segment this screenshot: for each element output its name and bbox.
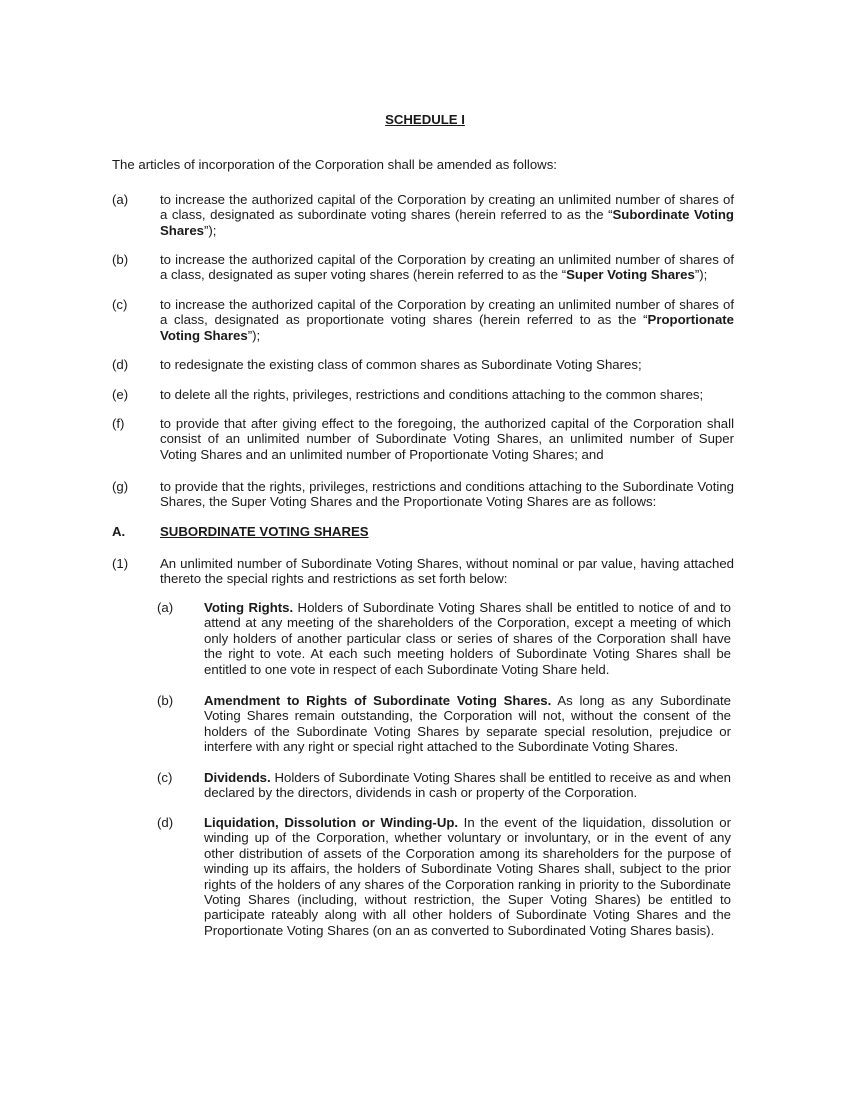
amendment-a [112, 192, 734, 238]
defined-term: Super Voting Shares [566, 267, 695, 283]
item-text: Liquidation, Dissolution or Winding-Up. In the event of the liquidation, dissolution or winding up of the Corporation, whether voluntary or involuntary, or in the event of any other distribution of assets of the Corporation among its shareholders for the purpose of winding up its affairs, the holders of Subordinate Voting Shares shall, subject to the prior rights of the holders of any shares of the Corporation ranking in priority to the Subordinate Voting Shares (including, without restriction, the Super Voting Shares) be entitled to participate rateably along with all other holders of Subordinate Voting Shares and the Proportionate Voting Shares (on an as converted to Subordinated Voting Shares basis). [204, 815, 731, 938]
sub-item-c [157, 770, 731, 801]
section-label: A. [112, 524, 126, 539]
item-text: Dividends. Holders of Subordinate Voting Shares shall be entitled to receive as and when declared by the directors, dividends in cash or property of the Corporation. [204, 770, 731, 801]
item-text: to provide that the rights, privileges, restrictions and conditions attaching to the Subordinate Voting Shares, the Super Voting Shares and the Proportionate Voting Shares are as follows: [160, 479, 734, 510]
sub-heading: Liquidation, Dissolution or Winding-Up. [204, 815, 459, 830]
amendment-b [112, 252, 734, 283]
item-text: to increase the authorized capital of the Corporation by creating an unlimited number of shares of a class, designated as proportionate voting shares (herein referred to as the “Proportionate Voting Shares”); [160, 297, 734, 343]
amendment-d [112, 357, 734, 372]
item-label: (f) [112, 416, 125, 431]
defined-term: Proportionate Voting Shares [160, 312, 734, 343]
item-label: (g) [112, 479, 129, 494]
item-text: to increase the authorized capital of the Corporation by creating an unlimited number of shares of a class, designated as super voting shares (herein referred to as the “Super Voting Shares”); [160, 252, 734, 283]
defined-term: Subordinate Voting Shares [160, 207, 734, 238]
item-label: (1) [112, 556, 129, 571]
item-label: (b) [157, 693, 174, 708]
item-text: to increase the authorized capital of the Corporation by creating an unlimited number of shares of a class, designated as subordinate voting shares (herein referred to as the “Subordinate Voting Shares”); [160, 192, 734, 238]
item-label: (a) [157, 600, 174, 615]
item-label: (a) [112, 192, 129, 207]
item-label: (d) [157, 815, 174, 830]
item-label: (d) [112, 357, 129, 372]
item-label: (c) [112, 297, 128, 312]
item-text: to delete all the rights, privileges, restrictions and conditions attaching to the common shares; [160, 387, 704, 402]
paragraph-1 [112, 556, 734, 587]
sub-item-d [157, 815, 731, 938]
sub-heading: Dividends. [204, 770, 271, 785]
amendment-g [112, 479, 734, 510]
amendment-e [112, 387, 734, 402]
amendment-c [112, 297, 734, 343]
schedule-title: SCHEDULE I [385, 112, 465, 127]
item-text: to redesignate the existing class of common shares as Subordinate Voting Shares; [160, 357, 642, 372]
sub-item-a [157, 600, 731, 677]
item-text: Voting Rights. Holders of Subordinate Voting Shares shall be entitled to notice of and to attend at any meeting of the shareholders of the Corporation, except a meeting of which only holders of another particular class or series of shares of the Corporation shall have the right to vote. At each such meeting holders of Subordinate Voting Shares shall be entitled to one vote in respect of each Subordinate Voting Share held. [204, 600, 731, 677]
item-label: (c) [157, 770, 173, 785]
item-text: Amendment to Rights of Subordinate Voting Shares. As long as any Subordinate Voting Shares remain outstanding, the Corporation will not, without the consent of the holders of the Subordinate Voting Shares by separate special resolution, prejudice or interfere with any right or special right attached to the Subordinate Voting Shares. [204, 693, 731, 755]
sub-heading: Voting Rights. [204, 600, 294, 615]
section-a-heading [112, 524, 369, 539]
amendment-f [112, 416, 734, 462]
item-text: to provide that after giving effect to the foregoing, the authorized capital of the Corporation shall consist of an unlimited number of Subordinate Voting Shares, an unlimited number of Super Voting Shares and an unlimited number of Proportionate Voting Shares; and [160, 416, 734, 462]
section-title: SUBORDINATE VOTING SHARES [160, 524, 369, 539]
item-label: (e) [112, 387, 129, 402]
sub-heading: Amendment to Rights of Subordinate Voting Shares. [204, 693, 552, 708]
item-label: (b) [112, 252, 129, 267]
item-text: An unlimited number of Subordinate Voting Shares, without nominal or par value, having attached thereto the special rights and restrictions as set forth below: [160, 556, 734, 587]
sub-item-b [157, 693, 731, 755]
intro-paragraph: The articles of incorporation of the Corporation shall be amended as follows: [112, 157, 557, 172]
